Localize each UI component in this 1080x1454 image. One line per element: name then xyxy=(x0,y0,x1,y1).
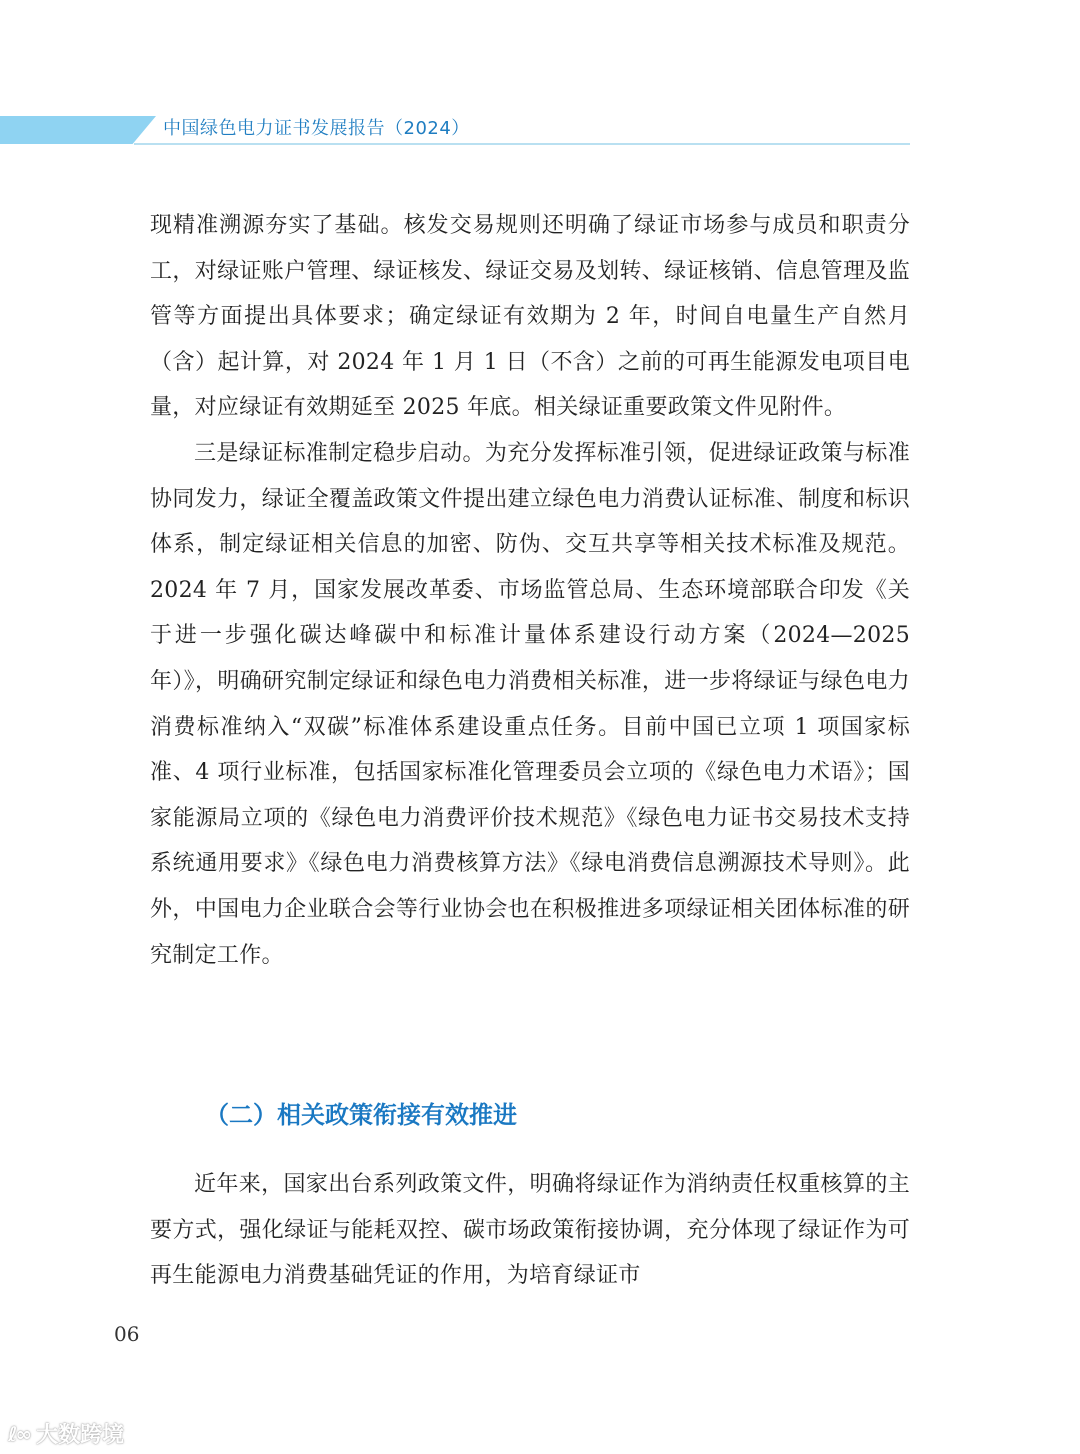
paragraph: 三是绿证标准制定稳步启动。为充分发挥标准引领，促进绿证政策与标准协同发力，绿证全覆盖政策文件提出建立绿色电力消费认证标准、制度和标识体系，制定绿证相关信息的加密、防伪、交互共享等相关技术标准及规范。2024 年 7 月，国家发展改革委、市场监管总局、生态环境部联合印发《关于进一步强化碳达峰碳中和标准计量体系建设行动方案（2024—2025 年）》，明确研究制定绿证和绿色电力消费相关标准，进一步将绿证与绿色电力消费标准纳入“双碳”标准体系建设重点任务。目前中国已立项 1 项国家标准、4 项行业标准，包括国家标准化管理委员会立项的《绿色电力术语》；国家能源局立项的《绿色电力消费评价技术规范》《绿色电力证书交易技术支持系统通用要求》《绿色电力消费核算方法》《绿电消费信息溯源技术导则》。此外，中国电力企业联合会等行业协会也在积极推进多项绿证相关团体标准的研究制定工作。 xyxy=(150,440,910,968)
body-text-block xyxy=(150,203,910,978)
header-accent-bar xyxy=(0,116,156,144)
paragraph: 现精准溯源夯实了基础。核发交易规则还明确了绿证市场参与成员和职责分工，对绿证账户管理、绿证核发、绿证交易及划转、绿证核销、信息管理及监管等方面提出具体要求；确定绿证有效期为 2 年，时间自电量生产自然月（含）起计算，对 2024 年 1 月 1 日（不含）之前的可再生能源发电项目电量，对应绿证有效期延至 2025 年底。相关绿证重要政策文件见附件。 xyxy=(150,213,910,421)
section-heading: （二）相关政策衔接有效推进 xyxy=(205,1101,517,1129)
watermark-logo-icon: ℓ∞ xyxy=(8,1421,31,1446)
watermark xyxy=(8,1418,124,1449)
header-divider xyxy=(134,143,910,145)
report-title: 中国绿色电力证书发展报告（2024） xyxy=(163,118,470,139)
watermark-text: 大数跨境 xyxy=(36,1423,125,1448)
paragraph: 近年来，国家出台系列政策文件，明确将绿证作为消纳责任权重核算的主要方式，强化绿证与能耗双控、碳市场政策衔接协调，充分体现了绿证作为可再生能源电力消费基础凭证的作用，为培育绿证市 xyxy=(150,1172,910,1289)
body-text-block xyxy=(150,1162,910,1299)
page-number: 06 xyxy=(114,1322,140,1346)
